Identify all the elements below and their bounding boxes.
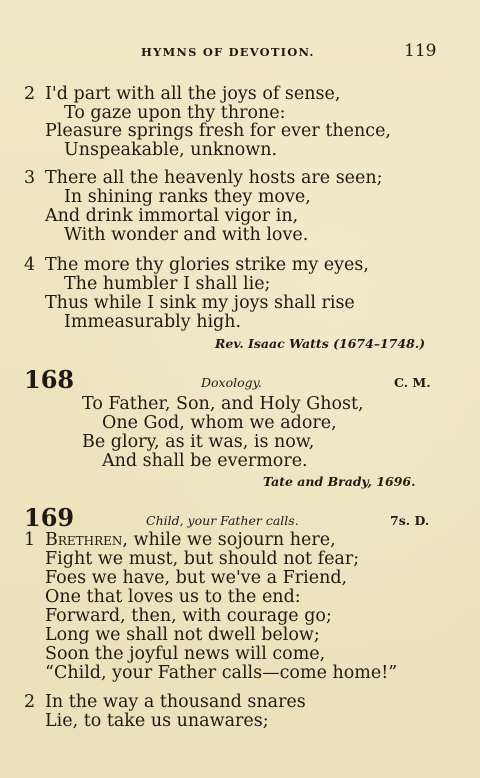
verse-line: One that loves us to the end: bbox=[45, 587, 301, 607]
verse-line: Unspeakable, unknown. bbox=[64, 140, 278, 160]
verse-line: To gaze upon thy throne: bbox=[64, 103, 286, 123]
verse-line: Thus while I sink my joys shall rise bbox=[45, 293, 355, 313]
verse-line: Forward, then, with courage go; bbox=[45, 606, 332, 626]
stanza-number: 4 bbox=[24, 255, 36, 275]
verse-line: Soon the joyful news will come, bbox=[45, 644, 326, 664]
stanza-number: 2 bbox=[24, 692, 36, 712]
verse-line: And shall be evermore. bbox=[102, 451, 308, 471]
hymn-meter: 7s. D. bbox=[390, 513, 430, 528]
stanza-number: 2 bbox=[24, 84, 36, 104]
stanza-number: 3 bbox=[24, 168, 36, 188]
verse-line: Foes we have, but we've a Friend, bbox=[45, 568, 348, 588]
stanza-number: 1 bbox=[24, 530, 36, 550]
verse-line: Immeasurably high. bbox=[64, 312, 242, 332]
verse-line: To Father, Son, and Holy Ghost, bbox=[82, 394, 364, 414]
verse-line: Lie, to take us unawares; bbox=[45, 711, 269, 731]
verse-line bbox=[45, 532, 336, 550]
verse-line: And drink immortal vigor in, bbox=[45, 206, 299, 226]
verse-line: In shining ranks they move, bbox=[64, 187, 311, 207]
verse-line: “Child, your Father calls—come home!” bbox=[45, 663, 398, 683]
verse-line: Long we shall not dwell below; bbox=[45, 625, 320, 645]
hymn-meter: C. M. bbox=[394, 375, 431, 390]
verse-line: The more thy glories strike my eyes, bbox=[45, 255, 369, 275]
running-header: HYMNS OF DEVOTION. bbox=[141, 45, 315, 59]
verse-line: Pleasure springs fresh for ever thence, bbox=[45, 121, 391, 141]
page-number: 119 bbox=[404, 41, 437, 61]
author-attribution: Rev. Isaac Watts (1674–1748.) bbox=[215, 336, 426, 351]
hymn-number: 168 bbox=[24, 365, 75, 394]
verse-line: Be glory, as it was, is now, bbox=[82, 432, 315, 452]
first-word: Brethren, bbox=[45, 530, 128, 550]
verse-line: There all the heavenly hosts are seen; bbox=[45, 168, 383, 188]
verse-line: With wonder and with love. bbox=[64, 225, 309, 245]
author-attribution: Tate and Brady, 1696. bbox=[263, 474, 416, 489]
hymn-number: 169 bbox=[24, 503, 75, 532]
verse-line: The humbler I shall lie; bbox=[64, 274, 271, 294]
hymn-title: Doxology. bbox=[201, 375, 263, 390]
verse-line: I'd part with all the joys of sense, bbox=[45, 84, 341, 104]
verse-line: Fight we must, but should not fear; bbox=[45, 549, 360, 569]
verse-line: In the way a thousand snares bbox=[45, 692, 306, 712]
verse-line: One God, whom we adore, bbox=[102, 413, 337, 433]
first-line-rest: while we sojourn here, bbox=[127, 530, 336, 550]
hymn-title: Child, your Father calls. bbox=[146, 513, 299, 528]
